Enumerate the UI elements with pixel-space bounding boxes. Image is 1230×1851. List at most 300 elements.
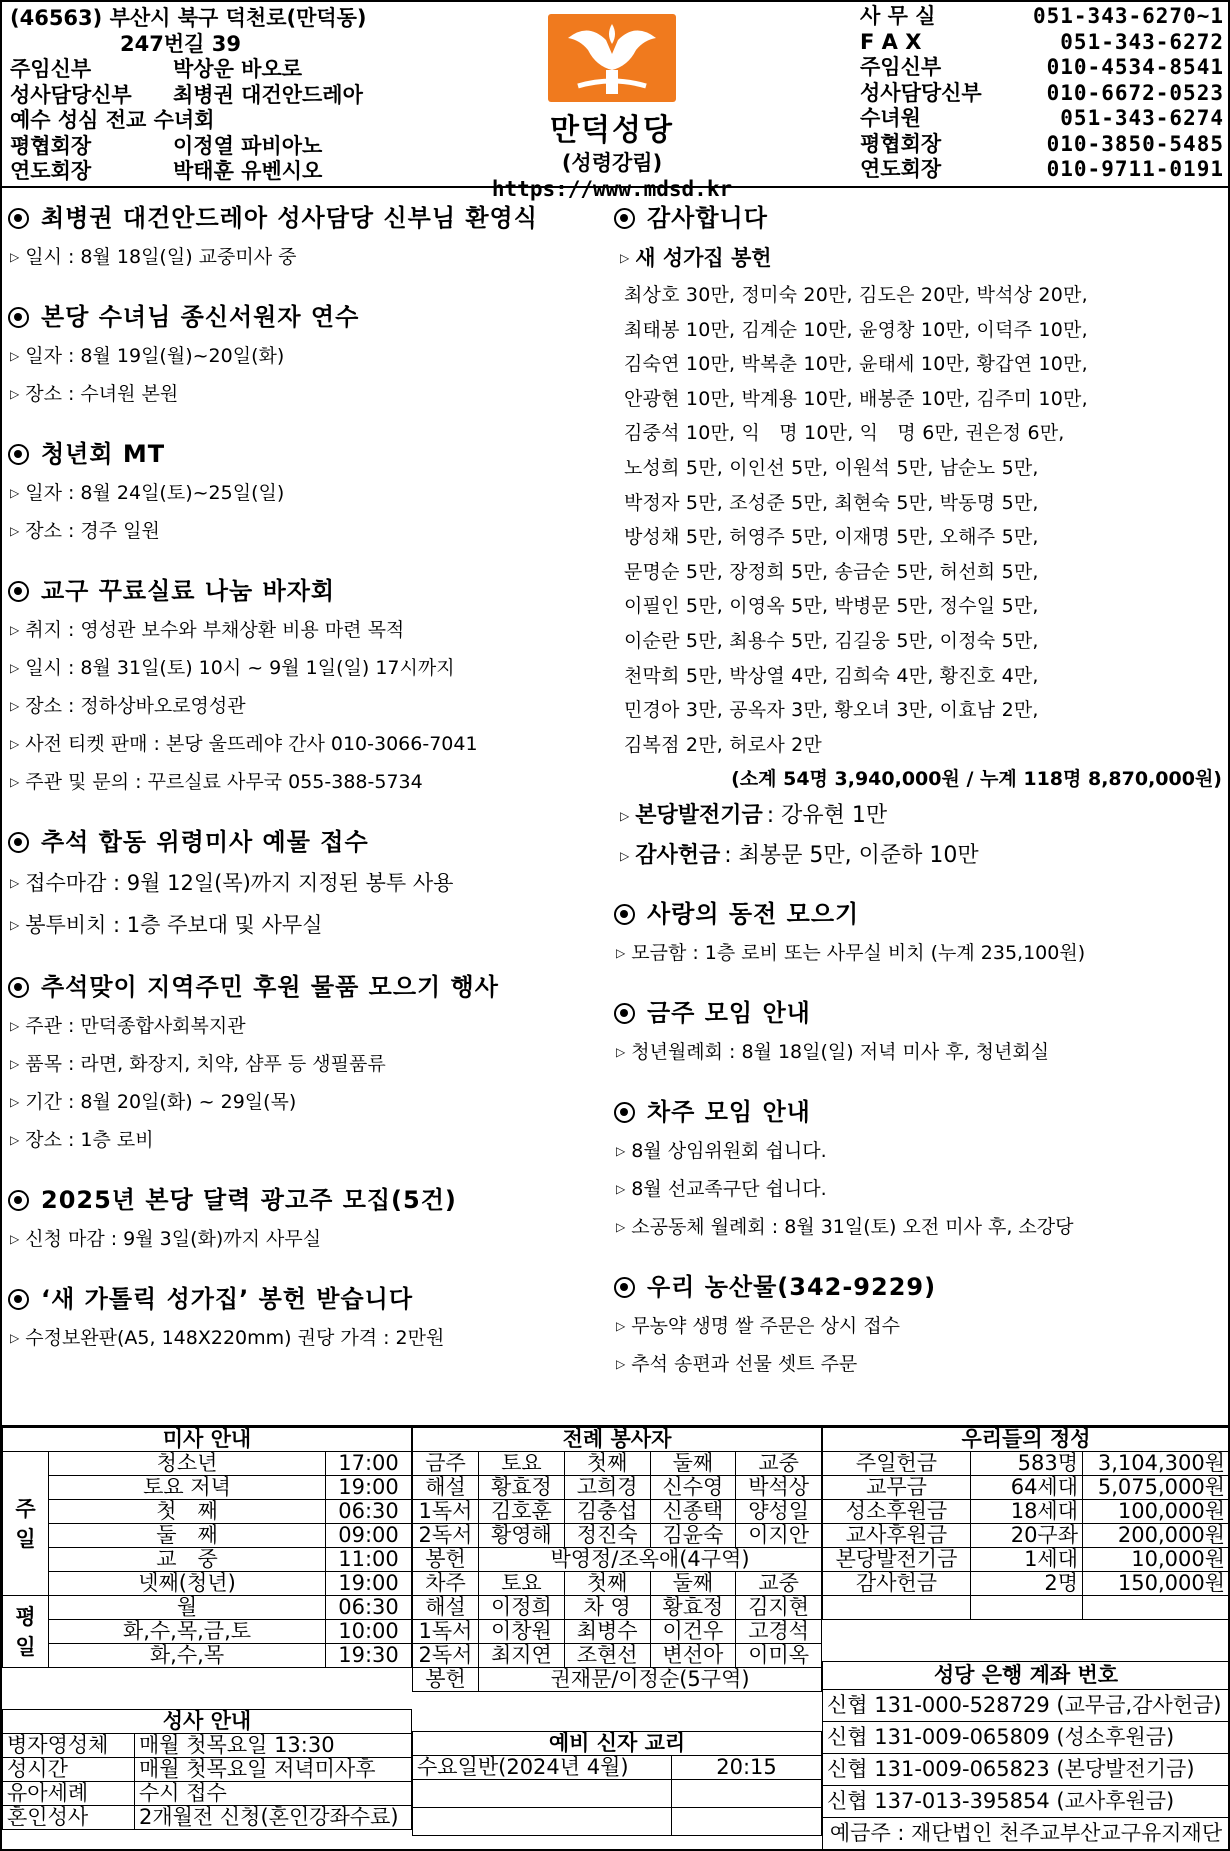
staff-role: 평협회장 (10, 133, 92, 158)
table-row (823, 1596, 1230, 1620)
contact-value: 051-343-6274 (1060, 106, 1224, 130)
section-title (8, 1180, 604, 1220)
contact-row (860, 55, 1224, 81)
list-item-text: 기간 : 8월 20일(화) ~ 29일(목) (25, 1091, 297, 1113)
list-item (8, 375, 604, 413)
donor-line: 김중석 10만, 익 명 10만, 익 명 6만, 권은정 6만, (624, 422, 1065, 445)
mass-name: 청소년 (49, 1452, 326, 1476)
list-item-text: 일자 : 8월 19일(월)~20일(화) (25, 345, 285, 367)
staff-name: 박상운 바오로 (173, 57, 303, 81)
table-row (3, 1806, 412, 1830)
table-row (413, 1476, 822, 1500)
contact-value: 010-6672-0523 (1046, 80, 1224, 105)
left-section (8, 822, 604, 946)
mass-schedule-table (2, 1427, 412, 1668)
dev-fund-value: : 강유현 1만 (766, 803, 888, 829)
mass-time: 09:00 (326, 1524, 412, 1548)
contact-row (860, 132, 1224, 158)
contact-row (860, 106, 1224, 132)
bank-holder: 예금주 : 재단법인 천주교부산교구유지재단 (823, 1818, 1230, 1850)
contact-value: 051-343-6270~1 (1032, 4, 1224, 28)
table-row (823, 1818, 1230, 1850)
triangle-bullet-icon: ▷ (616, 1357, 626, 1372)
list-item (8, 1007, 604, 1045)
table-row (413, 1644, 822, 1668)
mass-name: 화,수,목 (49, 1644, 326, 1668)
table-row (413, 1500, 822, 1524)
section-title (8, 1279, 604, 1319)
list-item (614, 1132, 1226, 1170)
church-url-link[interactable]: https://www.mdsd.kr (491, 177, 733, 201)
liturgy-offering-value: 박영정/조옥애(4구역) (479, 1548, 822, 1572)
liturgy-cell: 김지현 (736, 1596, 822, 1620)
sacrament-name: 병자영성체 (3, 1734, 135, 1758)
bullseye-bullet-icon (8, 977, 29, 998)
table-row (3, 1644, 412, 1668)
left-section (8, 967, 604, 1159)
section-title (8, 571, 604, 611)
list-item-text: 접수마감 : 9월 12일(목)까지 지정된 봉투 사용 (25, 871, 454, 895)
staff-row (10, 83, 530, 109)
triangle-bullet-icon: ▷ (620, 809, 630, 824)
table-row (3, 1548, 412, 1572)
liturgy-cell: 정진숙 (564, 1524, 650, 1548)
offering-count: 18세대 (971, 1500, 1083, 1524)
liturgy-offering-value: 권재문/이정순(5구역) (479, 1668, 822, 1692)
staff-row (10, 134, 530, 160)
offering-amount: 3,104,300원 (1083, 1452, 1230, 1476)
table-row (413, 1572, 822, 1596)
section-title-text: 우리 농산물(342-9229) (647, 1273, 937, 1302)
table-row (3, 1572, 412, 1596)
table-row (823, 1690, 1230, 1722)
header (2, 2, 1230, 201)
list-item (8, 725, 604, 763)
donor-line: 방성채 5만, 허영주 5만, 이재명 5만, 오해주 5만, (624, 526, 1039, 549)
sacrament-name: 유아세례 (3, 1782, 135, 1806)
list-item (8, 474, 604, 512)
thanks-offering-value: : 최봉문 5만, 이준하 10만 (724, 843, 979, 869)
bullseye-bullet-icon (8, 307, 29, 328)
contact-label: 성사담당신부 (860, 80, 982, 105)
liturgy-cell: 조현선 (564, 1644, 650, 1668)
section-title-text: 최병권 대건안드레아 성사담당 신부님 환영식 (41, 204, 538, 232)
table-row (3, 1476, 412, 1500)
table-row (3, 1620, 412, 1644)
church-name: 만덕성당 (550, 113, 674, 148)
triangle-bullet-icon: ▷ (10, 387, 20, 401)
list-item-text: 추석 송편과 선물 셋트 주문 (631, 1353, 858, 1376)
triangle-bullet-icon: ▷ (620, 849, 630, 864)
sunday-label-text: 주일 (15, 1496, 36, 1551)
list-item (8, 1045, 604, 1083)
triangle-bullet-icon: ▷ (10, 623, 20, 637)
bullseye-bullet-icon (8, 832, 29, 853)
section-title (8, 297, 604, 337)
table-row (413, 1620, 822, 1644)
triangle-bullet-icon: ▷ (10, 661, 20, 675)
right-section (614, 1267, 1226, 1383)
donor-line: 김복점 2만, 허로사 2만 (624, 733, 822, 756)
donor-line: 박정자 5만, 조성준 5만, 최현숙 5만, 박동명 5만, (624, 491, 1039, 514)
staff-name: 이정열 파비아노 (173, 133, 323, 158)
offering-count: 1세대 (971, 1548, 1083, 1572)
liturgy-header-cell: 금주 (413, 1452, 479, 1476)
bullseye-bullet-icon (614, 1277, 635, 1298)
contact-value: 010-4534-8541 (1046, 55, 1224, 79)
liturgy-header-cell: 둘째 (650, 1452, 736, 1476)
list-item-text: 청년월례회 : 8월 18일(일) 저녁 미사 후, 청년회실 (631, 1041, 1050, 1064)
list-item-text: 품목 : 라면, 화장지, 치약, 샴푸 등 생필품류 (25, 1053, 386, 1075)
list-item (8, 238, 604, 276)
list-item-text: 8월 선교족구단 쉽니다. (631, 1178, 827, 1201)
table-row (3, 1782, 412, 1806)
donor-list (614, 278, 1226, 762)
section-title (8, 822, 604, 862)
table-row (413, 1548, 822, 1572)
list-item (614, 1033, 1226, 1071)
list-item (614, 1345, 1226, 1383)
section-title-text: 차주 모임 안내 (647, 1098, 811, 1127)
catechism-class: 수요일반(2024년 4월) (413, 1756, 672, 1780)
empty-cell (413, 1808, 672, 1836)
thanks-offering-label: 감사헌금 (635, 843, 721, 869)
liturgy-cell: 최지연 (479, 1644, 565, 1668)
bank-account: 신협 137-013-395854 (교사후원금) (823, 1786, 1230, 1818)
contact-label: F A X (860, 29, 922, 54)
triangle-bullet-icon: ▷ (616, 1319, 626, 1334)
offering-amount: 5,075,000원 (1083, 1476, 1230, 1500)
list-item-text: 주관 : 만덕종합사회복지관 (25, 1015, 246, 1037)
section-title (614, 1267, 1226, 1307)
sacraments-title: 성사 안내 (3, 1710, 412, 1734)
list-item (8, 687, 604, 725)
donor-line: 최상호 30만, 정미숙 20만, 김도은 20만, 박석상 20만, (624, 284, 1088, 306)
address-line-2: 247번길 39 (120, 31, 241, 56)
liturgy-cell: 김충섭 (564, 1500, 650, 1524)
staff-role: 성사담당신부 (10, 82, 132, 107)
offering-count: 583명 (971, 1452, 1083, 1476)
sacraments-table (2, 1709, 412, 1830)
mass-table-title: 미사 안내 (3, 1428, 412, 1452)
church-subtitle: (성령강림) (561, 151, 663, 175)
triangle-bullet-icon: ▷ (620, 251, 630, 265)
sacrament-value: 2개월전 신청(혼인강좌수료) (135, 1806, 412, 1830)
table-row (413, 1808, 822, 1836)
section-title-text: 사랑의 동전 모으기 (647, 900, 860, 929)
staff-row (10, 57, 530, 83)
bank-account: 신협 131-009-065823 (본당발전기금) (823, 1754, 1230, 1786)
right-sections (614, 894, 1226, 1383)
list-item-text: 취지 : 영성관 보수와 부채상환 비용 마련 목적 (25, 619, 405, 641)
donor-line: 노성희 5만, 이인선 5만, 이원석 5만, 남순노 5만, (624, 456, 1039, 479)
donation-subtotal: (소계 54명 3,940,000원 / 누계 118명 8,870,000원) (731, 768, 1222, 791)
section-title (614, 993, 1226, 1033)
liturgy-cell: 신종택 (650, 1500, 736, 1524)
empty-cell (1083, 1596, 1230, 1620)
liturgy-cell: 봉헌 (413, 1668, 479, 1692)
contact-value: 010-3850-5485 (1046, 131, 1224, 156)
mass-name: 화,수,목,금,토 (49, 1620, 326, 1644)
triangle-bullet-icon: ▷ (10, 524, 20, 538)
list-item (8, 862, 604, 904)
list-item (8, 649, 604, 687)
section-title-text: 추석맞이 지역주민 후원 물품 모으기 행사 (41, 973, 499, 1001)
empty-cell (413, 1780, 672, 1808)
list-item-text: 수정보완판(A5, 148X220mm) 권당 가격 : 2만원 (25, 1327, 445, 1349)
section-title-text: 금주 모임 안내 (647, 999, 811, 1028)
sacrament-value: 수시 접수 (135, 1782, 412, 1806)
triangle-bullet-icon: ▷ (616, 946, 626, 961)
list-item-text: 신청 마감 : 9월 3일(화)까지 사무실 (25, 1228, 322, 1250)
list-item-text: 모금함 : 1층 로비 또는 사무실 비치 (누계 235,100원) (631, 942, 1086, 965)
section-title-text: 본당 수녀님 종신서원자 연수 (41, 303, 360, 331)
bullseye-bullet-icon (8, 1289, 29, 1310)
list-item (614, 1307, 1226, 1345)
church-logo-icon (548, 14, 676, 102)
staff-role: 주임신부 (10, 57, 92, 81)
liturgy-title: 전례 봉사자 (413, 1428, 822, 1452)
table-row (823, 1548, 1230, 1572)
offering-name: 성소후원금 (823, 1500, 971, 1524)
triangle-bullet-icon: ▷ (10, 918, 20, 932)
staff-row (10, 159, 530, 185)
list-item-text: 일시 : 8월 18일(일) 교중미사 중 (25, 246, 297, 268)
offering-name: 교무금 (823, 1476, 971, 1500)
address-line-1: (46563) 부산시 북구 덕천로(만덕동) (10, 6, 367, 30)
offering-count: 20구좌 (971, 1524, 1083, 1548)
contact-label: 연도회장 (860, 157, 942, 181)
table-row (823, 1500, 1230, 1524)
liturgy-header-cell: 둘째 (650, 1572, 736, 1596)
offering-count: 2명 (971, 1572, 1083, 1596)
offerings-title: 우리들의 정성 (823, 1428, 1230, 1452)
offering-name: 감사헌금 (823, 1572, 971, 1596)
offerings-table (822, 1427, 1230, 1620)
section-title (614, 894, 1226, 934)
bullseye-bullet-icon (614, 1102, 635, 1123)
mass-time: 06:30 (326, 1596, 412, 1620)
mass-time: 10:00 (326, 1620, 412, 1644)
list-item (614, 1208, 1226, 1246)
table-row (823, 1524, 1230, 1548)
mass-name: 교 중 (49, 1548, 326, 1572)
empty-cell (823, 1596, 971, 1620)
list-item-text: 사전 티켓 판매 : 본당 울뜨레야 간사 010-3066-7041 (25, 733, 478, 755)
contact-label: 수녀원 (860, 106, 921, 130)
triangle-bullet-icon: ▷ (10, 876, 20, 890)
liturgy-cell: 1독서 (413, 1500, 479, 1524)
table-row (3, 1500, 412, 1524)
liturgy-cell: 최병수 (564, 1620, 650, 1644)
section-title-text: ‘새 가톨릭 성가집’ 봉헌 받습니다 (41, 1285, 414, 1313)
liturgy-cell: 이지안 (736, 1524, 822, 1548)
church-identity (472, 8, 752, 201)
address-block (10, 6, 530, 185)
section-title-text: 추석 합동 위령미사 예물 접수 (41, 828, 369, 856)
list-item-text: 일시 : 8월 31일(토) 10시 ~ 9월 1일(일) 17시까지 (25, 657, 455, 679)
list-item (614, 1170, 1226, 1208)
section-title (8, 198, 604, 238)
offering-amount: 100,000원 (1083, 1500, 1230, 1524)
empty-cell (672, 1780, 822, 1808)
liturgy-cell: 이건우 (650, 1620, 736, 1644)
triangle-bullet-icon: ▷ (10, 1095, 20, 1109)
triangle-bullet-icon: ▷ (10, 1019, 20, 1033)
bullseye-bullet-icon (8, 1190, 29, 1211)
mass-name: 토요 저녁 (49, 1476, 326, 1500)
list-item (8, 1319, 604, 1357)
section-title-text: 교구 꾸료실료 나눔 바자회 (41, 577, 336, 605)
table-row (823, 1786, 1230, 1818)
bullseye-bullet-icon (614, 1003, 635, 1024)
thanks-offering-line (614, 836, 1226, 876)
mass-name: 월 (49, 1596, 326, 1620)
left-section (8, 571, 604, 801)
bank-account: 신협 131-009-065809 (성소후원금) (823, 1722, 1230, 1754)
table-row (413, 1596, 822, 1620)
catechism-title: 예비 신자 교리 (413, 1732, 822, 1756)
donor-line: 문명순 5만, 장정희 5만, 송금순 5만, 허선희 5만, (624, 560, 1039, 583)
section-title (8, 967, 604, 1007)
contact-label: 평협회장 (860, 131, 942, 156)
bullseye-bullet-icon (614, 904, 635, 925)
staff-name: 최병권 대건안드레아 (173, 82, 363, 107)
thanks-section (614, 198, 1226, 876)
triangle-bullet-icon: ▷ (616, 1182, 626, 1197)
offering-amount: 150,000원 (1083, 1572, 1230, 1596)
list-item-text: 장소 : 정하상바오로영성관 (25, 695, 246, 717)
bank-title: 성당 은행 계좌 번호 (823, 1662, 1230, 1690)
liturgy-cell: 김호훈 (479, 1500, 565, 1524)
liturgy-cell: 황영해 (479, 1524, 565, 1548)
staff-role: 연도회장 (10, 159, 92, 183)
sub-heading-text: 새 성가집 봉헌 (635, 246, 772, 270)
triangle-bullet-icon: ▷ (10, 737, 20, 751)
liturgy-cell: 이정희 (479, 1596, 565, 1620)
bank-accounts-table (822, 1661, 1230, 1850)
liturgy-cell: 신수영 (650, 1476, 736, 1500)
table-row (413, 1668, 822, 1692)
sacrament-name: 성시간 (3, 1758, 135, 1782)
donor-line: 천막희 5만, 박상열 4만, 김희숙 4만, 황진호 4만, (624, 664, 1039, 687)
liturgy-header-cell: 첫째 (564, 1452, 650, 1476)
liturgy-cell: 김윤숙 (650, 1524, 736, 1548)
section-title (614, 1092, 1226, 1132)
right-section (614, 993, 1226, 1071)
list-item (8, 1220, 604, 1258)
section-title (8, 434, 604, 474)
left-section (8, 198, 604, 276)
contact-label: 사 무 실 (860, 4, 936, 28)
liturgy-cell: 2독서 (413, 1644, 479, 1668)
list-item (8, 1083, 604, 1121)
liturgy-cell: 1독서 (413, 1620, 479, 1644)
offering-amount: 10,000원 (1083, 1548, 1230, 1572)
list-item-text: 소공동체 월례회 : 8월 31일(토) 오전 미사 후, 소강당 (631, 1216, 1074, 1239)
mass-time: 11:00 (326, 1548, 412, 1572)
right-section (614, 1092, 1226, 1246)
triangle-bullet-icon: ▷ (10, 1057, 20, 1071)
list-item (614, 934, 1226, 972)
table-row (413, 1524, 822, 1548)
donor-line: 이필인 5만, 이영옥 5만, 박병문 5만, 정수일 5만, (624, 595, 1039, 618)
table-row (3, 1758, 412, 1782)
mass-name: 넷째(청년) (49, 1572, 326, 1596)
triangle-bullet-icon: ▷ (616, 1220, 626, 1235)
staff-name: 박태훈 유벤시오 (173, 159, 323, 183)
liturgy-cell: 해설 (413, 1596, 479, 1620)
mass-time: 17:00 (326, 1452, 412, 1476)
contact-block (860, 4, 1224, 183)
table-row (3, 1524, 412, 1548)
dove-flame-icon (548, 14, 676, 102)
weekday-label-text: 평일 (15, 1604, 36, 1659)
left-section (8, 297, 604, 413)
contact-row (860, 30, 1224, 56)
bank-account: 신협 131-000-528729 (교무금,감사헌금) (823, 1690, 1230, 1722)
bullseye-bullet-icon (8, 208, 29, 229)
donor-line: 안광현 10만, 박계용 10만, 배봉준 10만, 김주미 10만, (624, 387, 1088, 410)
mass-time: 19:00 (326, 1572, 412, 1596)
liturgy-servers-table (412, 1427, 822, 1692)
liturgy-header-cell: 토요 (479, 1452, 565, 1476)
right-column (614, 198, 1226, 1404)
list-item-text: 봉투비치 : 1층 주보대 및 사무실 (25, 913, 323, 937)
list-item-text: 무농약 생명 쌀 주문은 상시 접수 (631, 1315, 901, 1338)
offering-count: 64세대 (971, 1476, 1083, 1500)
triangle-bullet-icon: ▷ (10, 1133, 20, 1147)
donor-line: 김숙연 10만, 박복춘 10만, 윤태세 10만, 황갑연 10만, (624, 353, 1088, 376)
table-row (823, 1754, 1230, 1786)
bullseye-bullet-icon (8, 581, 29, 602)
liturgy-cell: 고희경 (564, 1476, 650, 1500)
contact-row (860, 81, 1224, 107)
left-section (8, 1279, 604, 1357)
weekday-label (3, 1596, 49, 1668)
left-column (8, 198, 604, 1378)
triangle-bullet-icon: ▷ (10, 486, 20, 500)
triangle-bullet-icon: ▷ (10, 775, 20, 789)
list-item-text: 장소 : 1층 로비 (25, 1129, 154, 1151)
right-section (614, 894, 1226, 972)
offering-amount: 200,000원 (1083, 1524, 1230, 1548)
table-row (3, 1596, 412, 1620)
list-item (8, 1121, 604, 1159)
contact-label: 주임신부 (860, 55, 942, 79)
sacrament-name: 혼인성사 (3, 1806, 135, 1830)
section-title-text: 2025년 본당 달력 광고주 모집(5건) (41, 1186, 457, 1214)
liturgy-cell: 변선아 (650, 1644, 736, 1668)
liturgy-cell: 황효정 (650, 1596, 736, 1620)
contact-value: 051-343-6272 (1060, 29, 1224, 54)
liturgy-cell: 이미옥 (736, 1644, 822, 1668)
liturgy-cell: 해설 (413, 1476, 479, 1500)
table-row (3, 1734, 412, 1758)
bullseye-bullet-icon (614, 208, 635, 229)
list-item (8, 512, 604, 550)
list-item-text: 주관 및 문의 : 꾸르실료 사무국 055-388-5734 (25, 771, 423, 793)
table-row (823, 1476, 1230, 1500)
liturgy-cell: 양성일 (736, 1500, 822, 1524)
list-item-text: 장소 : 수녀원 본원 (25, 383, 179, 405)
bullseye-bullet-icon (8, 444, 29, 465)
liturgy-cell: 봉헌 (413, 1548, 479, 1572)
triangle-bullet-icon: ▷ (616, 1144, 626, 1159)
sacrament-value: 매월 첫목요일 저녁미사후 (135, 1758, 412, 1782)
section-title-text: 감사합니다 (647, 204, 768, 232)
empty-cell (672, 1808, 822, 1836)
